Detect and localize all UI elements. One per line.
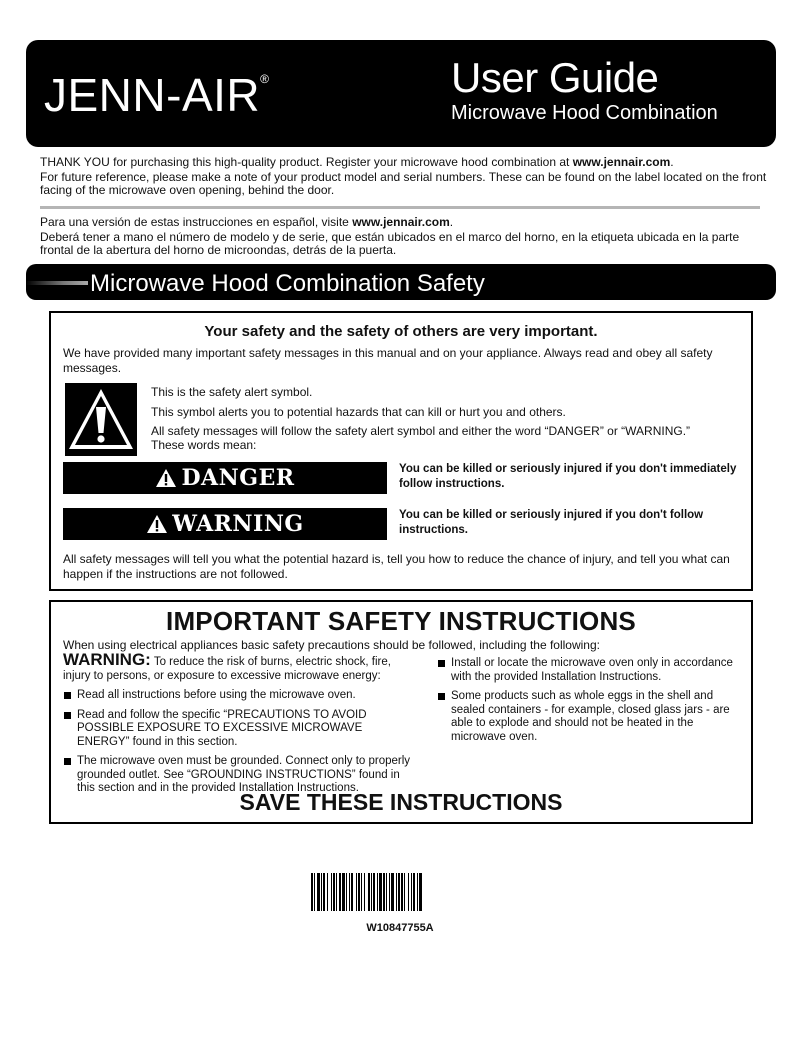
warning-label: WARNING bbox=[172, 511, 304, 537]
alert-triangle-icon bbox=[146, 514, 168, 534]
register-link[interactable]: www.jennair.com bbox=[572, 155, 671, 169]
instructions-intro: When using electrical appliances basic safety precautions should be followed, including the following: bbox=[63, 638, 600, 652]
barcode-bar bbox=[327, 873, 328, 911]
barcode-bar bbox=[311, 873, 313, 911]
barcode-bar bbox=[314, 873, 315, 911]
list-item: Install or locate the microwave oven only in accordance with the provided Installation Instructions. bbox=[437, 657, 737, 684]
barcode-bar bbox=[342, 873, 345, 911]
warning-paragraph bbox=[63, 650, 413, 683]
barcode-bar bbox=[404, 873, 405, 911]
section-streak bbox=[26, 281, 88, 285]
safety-lead: We have provided many important safety messages in this manual and on your appliance. Always read and obey all safety messages. bbox=[63, 346, 713, 375]
guide-subtitle: Microwave Hood Combination bbox=[451, 102, 718, 124]
barcode-bar bbox=[331, 873, 332, 911]
spanish-text: Para una versión de estas instrucciones en español, visite bbox=[40, 215, 353, 229]
section-title: Microwave Hood Combination Safety bbox=[90, 270, 485, 297]
barcode-bar bbox=[386, 873, 387, 911]
instructions-box bbox=[49, 600, 753, 824]
spanish-note: Deberá tener a mano el número de modelo y de serie, que están ubicados en el marco del horno, en la etiqueta ubicada en la parte frontal de la abertura del horno de microondas, detrás de la puerta. bbox=[40, 230, 740, 257]
barcode-bar bbox=[391, 873, 394, 911]
danger-label: DANGER bbox=[181, 465, 295, 491]
barcode-bar bbox=[413, 873, 415, 911]
save-instructions: SAVE THESE INSTRUCTIONS bbox=[239, 789, 563, 815]
barcode bbox=[311, 873, 489, 911]
list-item: Read and follow the specific “PRECAUTIONS TO AVOID POSSIBLE EXPOSURE TO EXCESSIVE MICROWAVE ENERGY” found in this section. bbox=[63, 709, 413, 750]
instructions-left-column bbox=[63, 650, 413, 796]
barcode-bar bbox=[346, 873, 347, 911]
barcode-bar bbox=[411, 873, 412, 911]
alert-line: This is the safety alert symbol. bbox=[151, 385, 313, 399]
barcode-bar bbox=[371, 873, 372, 911]
brand-name: JENN-AIR bbox=[44, 69, 261, 121]
barcode-bar bbox=[417, 873, 418, 911]
barcode-bar bbox=[317, 873, 320, 911]
barcode-bar bbox=[364, 873, 365, 911]
warning-text: You can be killed or seriously injured if you don't follow instructions. bbox=[399, 509, 704, 536]
warning-body: To reduce the risk of burns, electric shock, fire, injury to persons, or exposure to excessive microwave energy: bbox=[63, 656, 391, 682]
spanish-paragraph bbox=[40, 216, 770, 229]
barcode-bar bbox=[419, 873, 422, 911]
barcode-bar bbox=[333, 873, 335, 911]
registered-mark: ® bbox=[260, 72, 270, 86]
thanks-end: . bbox=[670, 155, 674, 169]
barcode-bar bbox=[389, 873, 390, 911]
thanks-text: THANK YOU for purchasing this high-quality product. Register your microwave hood combination at bbox=[40, 155, 573, 169]
spanish-end: . bbox=[449, 215, 454, 229]
alert-triangle-icon bbox=[155, 468, 177, 488]
brand-logo bbox=[44, 68, 269, 122]
barcode-bar bbox=[356, 873, 357, 911]
alert-line: This symbol alerts you to potential hazards that can kill or hurt you and others. bbox=[151, 405, 566, 419]
list-item: Some products such as whole eggs in the shell and sealed containers - for example, closed glass jars - are able to explode and should not be heated in the microwave oven. bbox=[437, 690, 737, 744]
barcode-bar bbox=[377, 873, 378, 911]
alert-line: These words mean: bbox=[151, 438, 257, 452]
safety-box bbox=[49, 311, 753, 591]
barcode-bar bbox=[361, 873, 362, 911]
barcode-bar bbox=[408, 873, 409, 911]
reference-paragraph: For future reference, please make a note of your product model and serial numbers. These can be found on the label located on the front facing of the microwave oven opening, behind the door. bbox=[40, 170, 767, 197]
barcode-bar bbox=[368, 873, 370, 911]
danger-text: You can be killed or seriously injured if you don't immediately follow instructions. bbox=[399, 463, 737, 490]
barcode-bar bbox=[373, 873, 375, 911]
barcode-bar bbox=[401, 873, 403, 911]
list-item: Read all instructions before using the microwave oven. bbox=[63, 689, 413, 703]
barcode-bar bbox=[379, 873, 382, 911]
alert-line: All safety messages will follow the safety alert symbol and either the word “DANGER” or “WARNING.” bbox=[151, 424, 691, 438]
instructions-right-column bbox=[437, 657, 737, 744]
section-header bbox=[26, 264, 776, 300]
safety-heading: Your safety and the safety of others are very important. bbox=[204, 323, 598, 340]
barcode-bar bbox=[398, 873, 400, 911]
instructions-title: IMPORTANT SAFETY INSTRUCTIONS bbox=[166, 606, 636, 636]
barcode-bar bbox=[351, 873, 353, 911]
header-banner bbox=[26, 40, 776, 147]
safety-alert-icon bbox=[65, 383, 137, 456]
barcode-bar bbox=[336, 873, 337, 911]
danger-signal bbox=[63, 462, 387, 494]
barcode-bar bbox=[349, 873, 350, 911]
barcode-bar bbox=[323, 873, 325, 911]
barcode-bar bbox=[321, 873, 322, 911]
thank-you-paragraph bbox=[40, 156, 770, 169]
guide-title: User Guide bbox=[451, 54, 659, 101]
warning-signal bbox=[63, 508, 387, 540]
barcode-bar bbox=[339, 873, 341, 911]
warning-word: WARNING: bbox=[63, 650, 151, 669]
barcode-number: W10847755A bbox=[366, 922, 434, 934]
divider bbox=[40, 206, 760, 209]
list-item: The microwave oven must be grounded. Connect only to properly grounded outlet. See “GROUNDING INSTRUCTIONS” found in this section and in the provided Installation Instructions. bbox=[63, 755, 413, 796]
barcode-bar bbox=[358, 873, 360, 911]
spanish-link[interactable]: www.jennair.com bbox=[352, 215, 450, 229]
safety-footer: All safety messages will tell you what the potential hazard is, tell you how to reduce the chance of injury, and tell you what can happen if the instructions are not followed. bbox=[63, 552, 730, 581]
barcode-bar bbox=[396, 873, 397, 911]
barcode-bar bbox=[383, 873, 385, 911]
